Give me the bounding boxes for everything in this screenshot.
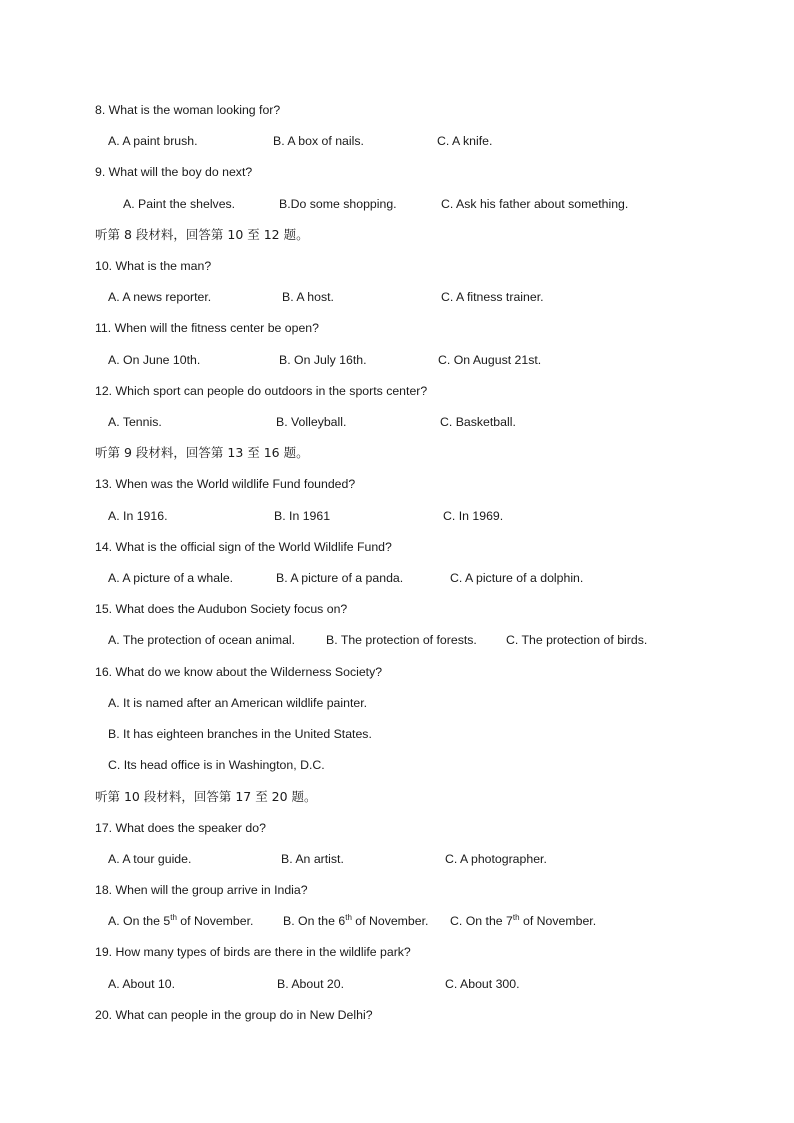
question-18-option-c	[450, 913, 596, 929]
question-14-option-a: A. A picture of a whale.	[108, 571, 234, 585]
question-17-option-c: C. A photographer.	[445, 852, 547, 866]
question-15-option-c: C. The protection of birds.	[506, 633, 648, 647]
question-10-option-b: B. A host.	[282, 290, 334, 304]
question-16-option-a: A. It is named after an American wildlife painter.	[108, 696, 368, 710]
ordinal-suffix: th	[170, 912, 177, 922]
question-18-option-a	[108, 913, 253, 929]
question-9-stem: 9. What will the boy do next?	[95, 165, 253, 179]
question-17-stem: 17. What does the speaker do?	[95, 821, 266, 835]
question-16-option-b: B. It has eighteen branches in the United States.	[108, 727, 372, 741]
question-10-option-a: A. A news reporter.	[108, 290, 212, 304]
section-8-heading: 听第 8 段材料，回答第 10 至 12 题。	[95, 227, 309, 242]
question-9-option-b: B.Do some shopping.	[279, 197, 397, 211]
question-19-option-b: B. About 20.	[277, 977, 345, 991]
question-11-option-c: C. On August 21st.	[438, 353, 542, 367]
question-20-stem: 20. What can people in the group do in New Delhi?	[95, 1008, 373, 1022]
option-a-text: A. On the 5	[108, 914, 171, 928]
question-19-stem: 19. How many types of birds are there in the wildlife park?	[95, 945, 411, 959]
question-14-option-c: C. A picture of a dolphin.	[450, 571, 584, 585]
question-9-option-a: A. Paint the shelves.	[123, 197, 236, 211]
question-8-option-c: C. A knife.	[437, 134, 493, 148]
question-19-option-a: A. About 10.	[108, 977, 176, 991]
option-b-text-end: of November.	[351, 914, 429, 928]
question-12-option-b: B. Volleyball.	[276, 415, 347, 429]
question-15-stem: 15. What does the Audubon Society focus on?	[95, 602, 348, 616]
question-15-option-a: A. The protection of ocean animal.	[108, 633, 296, 647]
question-13-option-b: B. In 1961	[274, 509, 331, 523]
question-17-option-b: B. An artist.	[281, 852, 344, 866]
option-a-text-end: of November.	[176, 914, 254, 928]
ordinal-suffix: th	[345, 912, 352, 922]
question-12-option-c: C. Basketball.	[440, 415, 516, 429]
question-12-option-a: A. Tennis.	[108, 415, 162, 429]
question-15-option-b: B. The protection of forests.	[326, 633, 477, 647]
option-b-text: B. On the 6	[283, 914, 346, 928]
question-9-option-c: C. Ask his father about something.	[441, 197, 629, 211]
question-11-option-b: B. On July 16th.	[279, 353, 367, 367]
section-10-heading: 听第 10 段材料，回答第 17 至 20 题。	[95, 789, 317, 804]
question-18-stem: 18. When will the group arrive in India?	[95, 883, 308, 897]
question-8-option-b: B. A box of nails.	[273, 134, 364, 148]
question-18-option-b	[283, 913, 428, 929]
section-9-heading: 听第 9 段材料，回答第 13 至 16 题。	[95, 445, 309, 460]
option-c-text: C. On the 7	[450, 914, 513, 928]
question-16-stem: 16. What do we know about the Wilderness Society?	[95, 665, 383, 679]
question-16-option-c: C. Its head office is in Washington, D.C.	[108, 758, 325, 772]
question-14-option-b: B. A picture of a panda.	[276, 571, 404, 585]
question-11-option-a: A. On June 10th.	[108, 353, 201, 367]
question-12-stem: 12. Which sport can people do outdoors in the sports center?	[95, 384, 428, 398]
question-8-stem: 8. What is the woman looking for?	[95, 103, 281, 117]
question-11-stem: 11. When will the fitness center be open?	[95, 321, 319, 335]
question-8-option-a: A. A paint brush.	[108, 134, 198, 148]
question-13-option-a: A. In 1916.	[108, 509, 168, 523]
option-c-text-end: of November.	[519, 914, 597, 928]
question-14-stem: 14. What is the official sign of the World Wildlife Fund?	[95, 540, 392, 554]
question-17-option-a: A. A tour guide.	[108, 852, 192, 866]
question-10-option-c: C. A fitness trainer.	[441, 290, 544, 304]
question-19-option-c: C. About 300.	[445, 977, 520, 991]
question-13-stem: 13. When was the World wildlife Fund founded?	[95, 477, 356, 491]
question-13-option-c: C. In 1969.	[443, 509, 504, 523]
ordinal-suffix: th	[512, 912, 520, 922]
question-10-stem: 10. What is the man?	[95, 259, 212, 273]
